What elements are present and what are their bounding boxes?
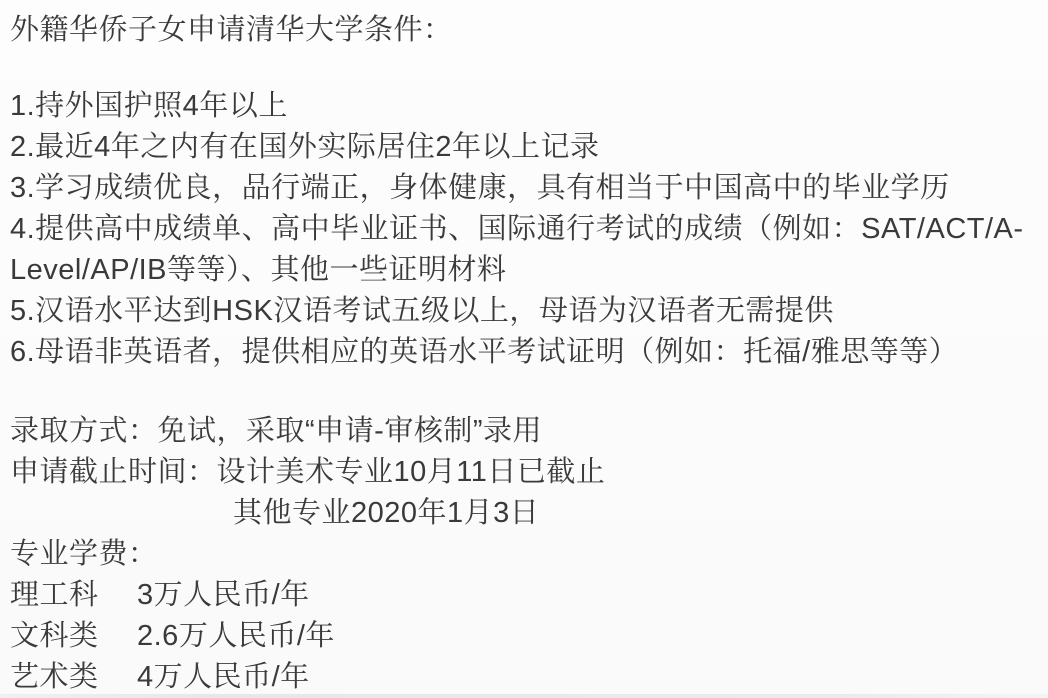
- requirement-item: 1.持外国护照4年以上: [10, 90, 288, 122]
- tuition-category: 理工科: [10, 579, 99, 611]
- requirement-item: 3.学习成绩优良，品行端正，身体健康，具有相当于中国高中的毕业学历: [10, 172, 950, 204]
- tuition-row: [10, 616, 1038, 657]
- tuition-category: 艺术类: [10, 661, 99, 693]
- photo-bottom-edge: [0, 694, 1048, 698]
- admission-section: [10, 411, 1038, 534]
- requirement-item: 2.最近4年之内有在国外实际居住2年以上记录: [10, 131, 600, 163]
- tuition-fee: 4万人民币/年: [137, 661, 310, 693]
- application-deadline-line1: 申请截止时间：设计美术专业10月11日已截止: [10, 456, 606, 488]
- tuition-category: 文科类: [10, 620, 99, 652]
- document-title: 外籍华侨子女申请清华大学条件：: [10, 14, 453, 46]
- tuition-section: [10, 534, 1038, 698]
- tuition-fee: 3万人民币/年: [137, 579, 310, 611]
- tuition-row: [10, 575, 1038, 616]
- application-deadline-line2: 其他专业2020年1月3日: [233, 497, 540, 529]
- requirement-item: 6.母语非英语者，提供相应的英语水平考试证明（例如：托福/雅思等等）: [10, 336, 959, 368]
- requirement-item: 5.汉语水平达到HSK汉语考试五级以上，母语为汉语者无需提供: [10, 295, 834, 327]
- admission-method: 录取方式：免试，采取“申请-审核制”录用: [10, 415, 542, 447]
- tuition-fee: 2.6万人民币/年: [137, 620, 335, 652]
- tuition-header: 专业学费：: [10, 538, 158, 570]
- requirements-list: [10, 86, 1038, 373]
- tuition-row: [10, 657, 1038, 698]
- requirement-item: 4.提供高中成绩单、高中毕业证书、国际通行考试的成绩（例如：SAT/ACT/A-Level/AP/IB等等）、其他一些证明材料: [10, 213, 1024, 286]
